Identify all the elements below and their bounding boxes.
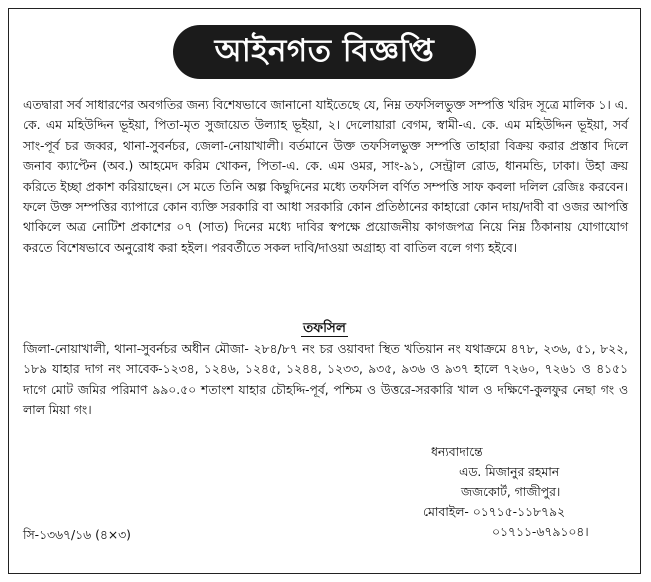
- reference-code: সি-১৩৬৭/১৬ (৪×৩): [23, 528, 131, 542]
- signature-thanks: ধন্যবাদান্তে: [431, 445, 483, 459]
- signature-block: [423, 442, 589, 542]
- schedule-heading: [9, 318, 640, 338]
- legal-notice: [8, 8, 641, 574]
- notice-body: এতদ্বারা সর্ব সাধারণের অবগতির জন্য বিশেষভাবে জানানো যাইতেছে যে, নিম্ন তফসিলভুক্ত সম্পত্তি খরিদ সূত্রে মালিক ১। এ. কে. এম মহিউদ্দিন ভূইয়া, পিতা-মৃত সুজায়েত উল্যাহ ভূইয়া, ২। দেলোয়ারা বেগম, স্বামী-এ. কে. এম মহিউদ্দিন ভূইয়া, সর্ব সাং-পূর্ব চর জব্বর, থানা-সুবর্নচর, জেলা-নোয়াখালী। বর্তমানে উক্ত তফসিলভুক্ত সম্পত্তি তাহারা বিক্রয় করার প্রস্তাব দিলে জনাব ক্যাপ্টেন (অব.) আহমেদ করিম খোকন, পিতা-এ. কে. এম ওমর, সাং-৯১, সেন্ট্রাল রোড, ধানমন্ডি, ঢাকা। উহা ক্রয় করিতে ইচ্ছা প্রকাশ করিয়াছেন। সে মতে তিনি অল্প কিছুদিনের মধ্যে তফসিল বর্ণিত সম্পত্তি সাফ কবলা দলিল রেজিঃ করবেন। ফলে উক্ত সম্পত্তির ব্যাপারে কোন ব্যক্তি সরকারি বা আধা সরকারি কোন প্রতিষ্ঠানের কাহারো কোন দায়/দাবী বা ওজর আপত্তি থাকিলে অত্র নোটিশ প্রকাশের ০৭ (সাত) দিনের মধ্যে দাবির স্বপক্ষে প্রয়োজনীয় কাগজপত্র নিয়ে নিম্ন ঠিকানায় যোগাযোগ করতে বিশেষভাবে অনুরোধ করা হইল। পরবর্তীতে সকল দাবি/দাওয়া অগ্রাহ্য বা বাতিল বলে গণ্য হইবে।: [23, 98, 628, 255]
- signature-name: এড. মিজানুর রহমান: [459, 465, 560, 479]
- schedule-heading-text: তফসিল: [303, 320, 346, 336]
- signature-mobile-1: মোবাইল- ০১৭১৫-১১৮৭৯২: [423, 505, 565, 519]
- signature-mobile-2: ০১৭১১-৬৭৯১০৪।: [492, 525, 589, 539]
- notice-title: আইনগত বিজ্ঞপ্তি: [173, 25, 477, 79]
- signature-location: জজকোর্ট, গাজীপুর।: [461, 485, 561, 499]
- title-wrap: [9, 25, 640, 79]
- schedule-body: জিলা-নোয়াখালী, থানা-সুবর্নচর অধীন মৌজা- ২৮৪/৮৭ নং চর ওয়াবদা স্থিত খতিয়ান নং যথাক্রমে ৪৭৮, ২৩৬, ৫১, ৮২২, ১৮৯ যাহার দাগ নং সাবেক-১২৩৪, ১২৪৬, ১২৪৫, ১২৪৪, ১২৩৩, ৯৩৫, ৯৩৬ ও ৯৩৭ হালে ৭২৬০, ৭২৬১ ও ৪১৫১ দাগে মোট জমির পরিমাণ ৯৯০.৫০ শতাংশ যাহার চৌহদ্দি-পূর্ব, পশ্চিম ও উত্তরে-সরকারি খাল ও দক্ষিণে-কুলফুর নেছা গং ও লাল মিয়া গং।: [23, 342, 628, 418]
